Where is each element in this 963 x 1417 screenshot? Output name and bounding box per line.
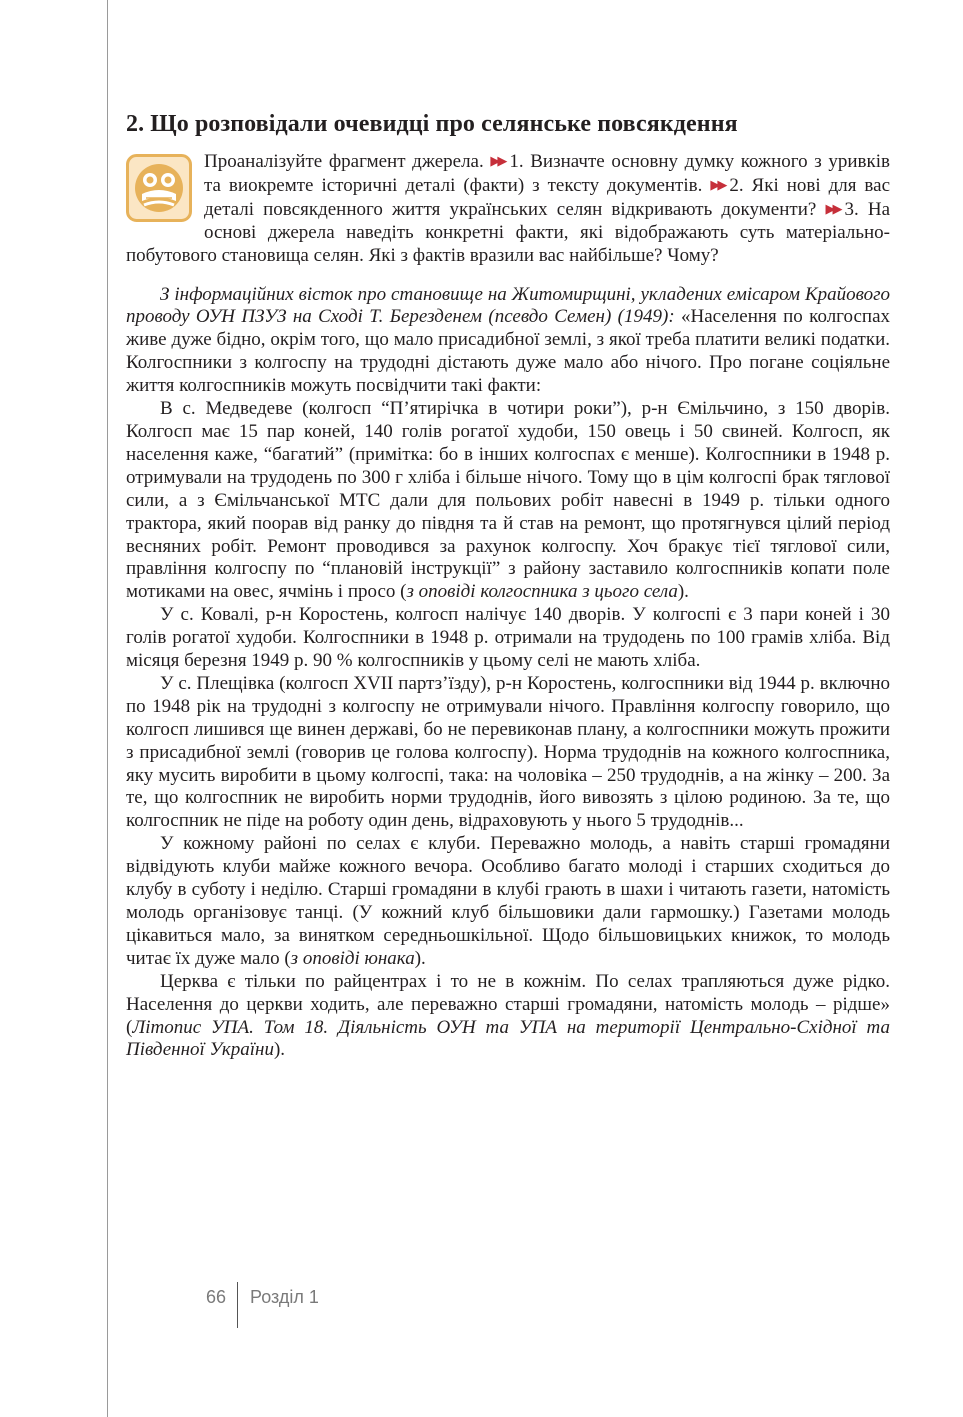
paragraph-text: В с. Медведеве (колгосп “П’ятирічка в чотири роки”), р-н Ємільчино, з 150 дворів. Колгосп має 15 пар коней, 140 голів рогатої худоби, 150 овець і 50 свиней. Колгосп, як населення каже, “багатий” (примітка: бо в інших колгоспах є менше). Колгоспники в 1948 р. отримували на трудодень по 300 г хліба і більше нічого. Тому що в цім колгоспі брак тяглової сили, а з Ємільчанської МТС дали для польових робіт навесні в 1949 р. тільки одного трактора, який поорав від ранку до півдня та й став на ремонт, що протягнувся цілий період весняних робіт. Ремонт проводився за рахунок колгоспу. Хоч бракує тієї тяглової сили, правління колгоспу по “плановій інструкції” з району заставило колгоспників копати поле мотиками на овес, ячмінь і просо ( xyxy=(126,398,890,603)
source-paragraph-4: У с. Плещівка (колгосп XVII партз’їзду), р-н Коростень, колгоспники від 1944 р. включно по 1948 рік на трудодні з колгоспу не отримували нічого. Правління колгоспу говорило, що колгосп лишився ще винен державі, бо не перевиконав плану, а колгоспники можуть прожити з присадибної землі (говорив це голова колгоспу). Норма трудоднів на кожного колгоспника, яку мусить виробити в цьому колгоспі, така: на чоловіка – 250 трудоднів, а на жінку – 200. За те, що колгоспник не виробить норми трудоднів, його вивозять з цілою родиною. За те, що колгоспник не піде на роботу один день, відраховують у нього 5 трудоднів... xyxy=(126,672,890,832)
page-margin-line xyxy=(107,0,108,1417)
paragraph-end: ). xyxy=(677,581,689,603)
paragraph-end: ). xyxy=(414,947,426,969)
source-note: з оповіді юнака xyxy=(290,947,415,969)
section-title: 2. Що розповідали очевидці про селянське повсякдення xyxy=(126,111,738,137)
source-note: з оповіді колгоспника з цього села xyxy=(406,581,678,603)
source-paragraph-5 xyxy=(126,833,890,970)
arrow-icon: ▶▶ xyxy=(825,200,840,216)
source-paragraph-2 xyxy=(126,398,890,604)
paragraph-text: У кожному районі по селах є клуби. Переважно молодь, а навіть старші громадяни відвідують клуби майже кожного вечора. Особливо багато молоді і старших сходиться до клубу в суботу і неділю. Старші громадяни в клубі грають в шахи і читають газети, натомість молодь організовує танці. (У кожний клуб більшовики дали гармошку.) Газетами молодь цікавиться мало, за винятком середньошкільної. Щодо більшовицьких книжок, то молодь читає їх дуже мало ( xyxy=(126,833,890,969)
paragraph-end: ). xyxy=(273,1039,286,1061)
paragraph-text: Церква є тільки по райцентрах і то не в кожнім. По селах трапляються дуже рідко. Населення до церкви ходить, але переважно старші громадяни, натомість молодь – рідше» ( xyxy=(126,970,890,1038)
footer-divider xyxy=(237,1282,238,1328)
task-instructions xyxy=(126,150,890,268)
source-paragraph-3: У с. Ковалі, р-н Коростень, колгосп налічує 140 дворів. У колгоспі є 3 пари коней і 30 голів рогатої худоби. Колгоспники в 1948 р. отримали на трудодень по 100 грамів хліба. Від місяця березня 1949 р. 90 % колгоспників у цьому селі не мають хліба. xyxy=(126,604,890,672)
paragraph-text: «Населення по колгоспах живе дуже бідно, окрім того, що мало присадибної землі, з якої треба платити великі податки. Колгоспники з колгоспу на трудодні дістають дуже мало або нічого. Про погане соціяльне життя колгоспників можуть посвідчити такі факти: xyxy=(126,306,891,397)
page-number: 66 xyxy=(206,1287,227,1307)
page-content xyxy=(126,108,890,1062)
source-attribution: З інформаційних вісток про становище на Житомирщині, укладених емісаром Крайового проводу ОУН ПЗУЗ на Сході Т. Березденем (псевдо Семен) (1949): xyxy=(126,283,890,328)
task-question-2: 2. Які нові для вас деталі повсякденного життя українських селян відкривають документи? xyxy=(204,174,891,220)
source-paragraph-1 xyxy=(126,284,890,399)
task-question-3: 3. На основі джерела наведіть конкретні факти, які відображають суть матеріально-побутового становища селян. Які з фактів вразили вас найбільше? Чому? xyxy=(126,198,890,266)
source-reference: Літопис УПА. Том 18. Діяльність ОУН та УПА на території Центрально-Східної та Південної України xyxy=(126,1016,890,1061)
arrow-icon: ▶▶ xyxy=(710,176,725,192)
task-block xyxy=(126,150,890,268)
task-intro: Проаналізуйте фрагмент джерела. xyxy=(204,151,484,172)
source-excerpt xyxy=(126,284,890,1063)
document-source-icon xyxy=(126,154,192,222)
source-paragraph-6 xyxy=(126,971,890,1063)
arrow-icon: ▶▶ xyxy=(490,153,505,168)
footer-section-label: Розділ 1 xyxy=(250,1287,319,1307)
task-question-1: 1. Визначте основну думку кожного з уривків та виокремте історичні деталі (факти) з тексту документів. xyxy=(204,151,890,196)
